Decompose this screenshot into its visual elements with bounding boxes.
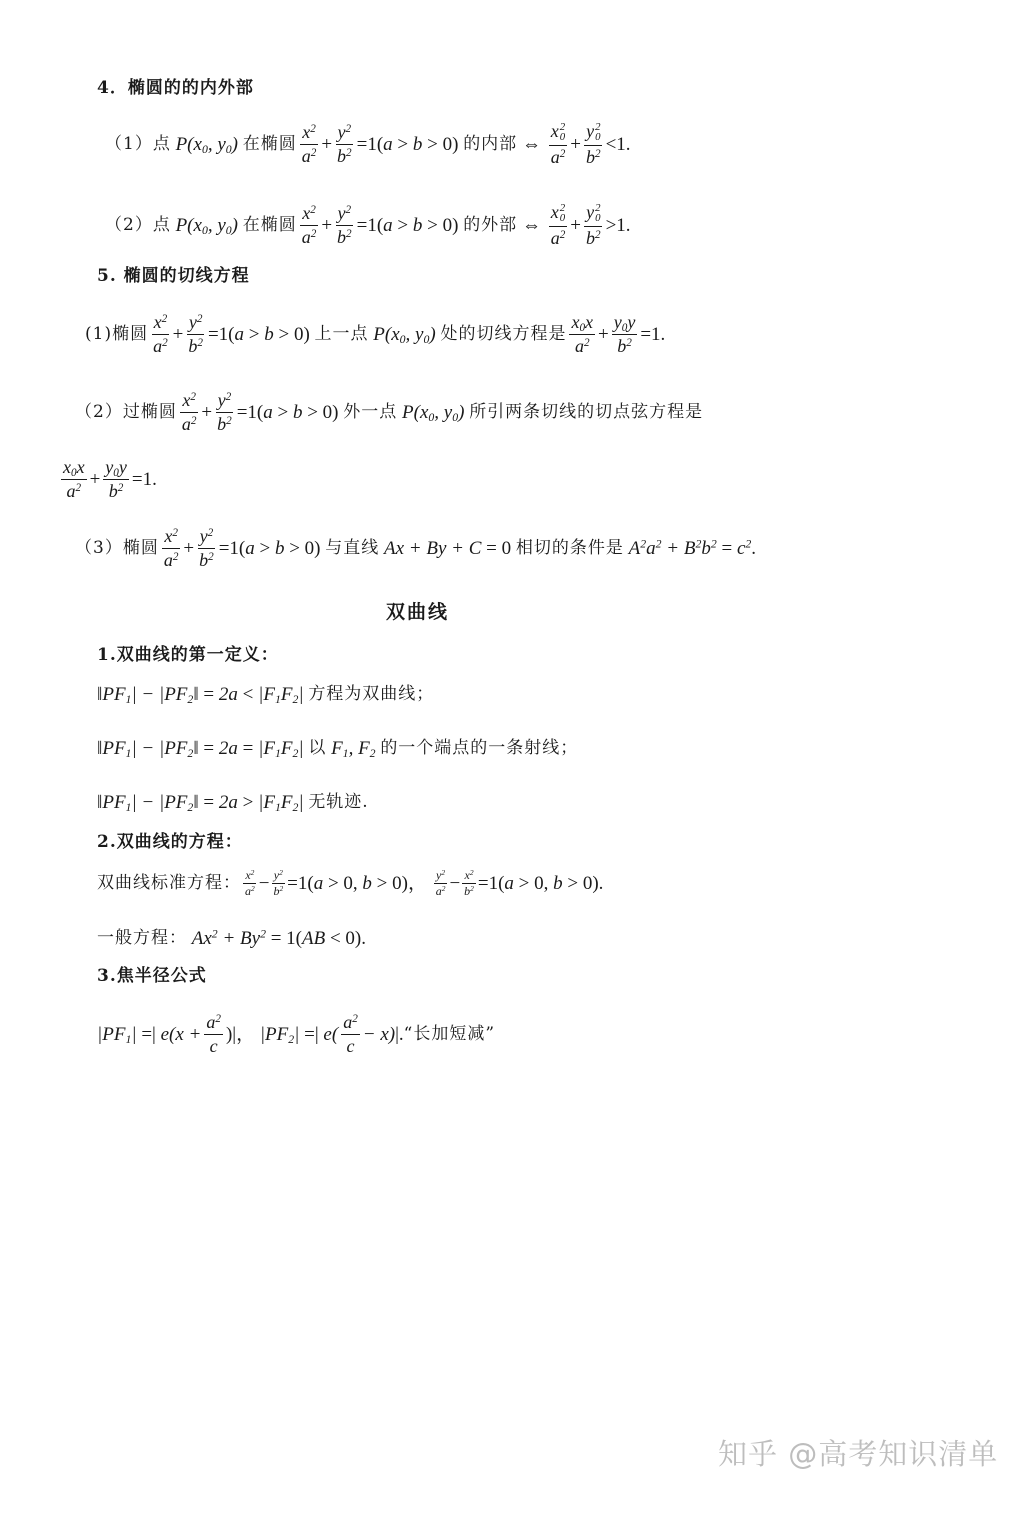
definition-2	[97, 735, 578, 761]
focal-radius-formula	[97, 1010, 495, 1058]
item-4-1-prefix: （1）点	[105, 133, 171, 154]
eq-cond: =1(a > b > 0)	[356, 214, 464, 236]
section-5-title	[97, 268, 250, 285]
pf1-formula: $|PF_1|$ =| e(x +	[97, 1023, 202, 1046]
definition-2-mid: 以	[308, 737, 327, 758]
ineq-gt: >1.	[605, 214, 631, 236]
eq-cond: =1(a > b > 0)	[356, 133, 464, 155]
item-4-2-mid: 的外部	[463, 214, 518, 235]
frac-a2-c: $\frac{a^2}{c}$	[343, 1011, 358, 1056]
section-4-title-text: 4．椭圆的的内外部	[97, 78, 254, 98]
tangent-3-end: 相切的条件是	[515, 537, 624, 558]
hyperbola-section-1-title	[97, 647, 279, 664]
item-4-2-prefix: （2）点	[105, 214, 171, 235]
tangent-condition: $A^2a^2 + B^2b^2 = c^2$.	[623, 537, 757, 559]
eq-one: =1.	[131, 468, 157, 490]
definition-3-formula: $‖PF_1|$ − $|PF_2‖ = 2a > |F_1F_2|$	[97, 791, 309, 814]
iff-symbol: ⇔	[517, 133, 546, 155]
hyperbola-title-text: 双曲线	[386, 601, 450, 623]
standard-equation: 双曲线标准方程： $\frac{x^2}{a^2}$ − $\frac{y^2}{b^2}$ =1(a > 0, b > 0)， $\frac{y^2}{a^2}$ − $\frac{x^2}{b^2}$ =1(a > 0, b > 0).	[97, 867, 604, 898]
tangent-3-mid: 与直线	[325, 537, 380, 558]
frac-x2-a2: $\frac{x^2}{a^2}$	[301, 121, 317, 166]
definition-3-text: 无轨迹.	[308, 791, 369, 812]
hyperbola-section-2-title-text: 2.双曲线的方程：	[97, 832, 243, 852]
iff-symbol: ⇔	[517, 214, 546, 236]
frac-y0-b2: y 2 0 $b^2$	[585, 201, 601, 248]
eq-one: =1.	[640, 323, 666, 345]
tangent-1-mid: 上一点	[314, 323, 369, 344]
point-p: $P(x_0$, $y_0$)	[170, 133, 243, 156]
hyperbola-section-3-title-text: 3.焦半径公式	[97, 966, 207, 986]
frac-y0y-b2: $\frac{y_0y}{b^2}$	[613, 311, 636, 356]
frac-x2-a2: $\frac{x^2}{a^2}$	[153, 311, 168, 356]
ineq-lt: <1.	[605, 133, 631, 155]
frac-x2-a2: $\frac{x^2}{a^2}$	[163, 525, 179, 570]
standard-equation-label: 双曲线标准方程：	[97, 872, 241, 893]
frac-y2-b2: $\frac{y^2}{b^2}$	[337, 202, 352, 247]
watermark: 知乎 @高考知识清单	[718, 1437, 999, 1471]
frac-x0x-a2: $\frac{x_0x}{a^2}$	[571, 311, 594, 356]
hyperbola-section-3-title	[97, 968, 207, 985]
tangent-2-end: 所引两条切线的切点弦方程是	[469, 401, 704, 422]
definition-3	[97, 789, 369, 815]
frac-y0-b2: y 2 0 $b^2$	[585, 120, 601, 167]
frac-x0-a2: x 2 0 $a^2$	[550, 201, 566, 248]
tangent-2-mid: 外一点	[343, 401, 398, 422]
frac-x2-a2-small: $\frac{x^2}{a^2}$	[245, 867, 255, 898]
chord-equation: $\frac{x_0x}{a^2}$ + $\frac{y_0y}{b^2}$ =1.	[63, 456, 157, 501]
section-4-title	[97, 80, 254, 97]
frac-a2-c: $\frac{a^2}{c}$	[206, 1011, 221, 1056]
general-equation-label: 一般方程：	[97, 927, 187, 948]
frac-y2-b2: $\frac{y^2}{b^2}$	[188, 311, 203, 356]
tangent-3: （3）椭圆 $\frac{x^2}{a^2}$ + $\frac{y^2}{b^2}$ =1(a > b > 0) 与直线 Ax + By + C = 0 相切的条件是 $A^2a^2 + B^2b^2 = c^2$.	[75, 525, 757, 570]
item-4-2-in: 在椭圆	[242, 214, 297, 235]
eq-cond: =1(a > b > 0)	[236, 401, 344, 423]
hyperbola-title	[386, 603, 449, 622]
pf2-close: − x)|.	[362, 1023, 404, 1045]
frac-x0-a2: x 2 0 $a^2$	[550, 120, 566, 167]
point-p: $P(x_0$, $y_0$)	[368, 323, 441, 346]
definition-1-formula: $‖PF_1|$ − $|PF_2‖ = 2a < |F_1F_2|$	[97, 683, 309, 706]
frac-y0y-b2: $\frac{y_0y}{b^2}$	[105, 456, 127, 501]
general-equation	[97, 925, 366, 951]
line-equation: Ax + By + C = 0	[379, 537, 512, 559]
definition-2-formula: $‖PF_1|$ − $|PF_2‖ = 2a = |F_1F_2|$	[97, 737, 309, 760]
hyperbola-section-2-title	[97, 834, 243, 851]
item-4-1-in: 在椭圆	[242, 133, 297, 154]
tangent-2: （2）过椭圆 $\frac{x^2}{a^2}$ + $\frac{y^2}{b^2}$ =1(a > b > 0) 外一点 $P(x_0$, $y_0$) 所引两条切线的切点弦方程是	[75, 389, 704, 434]
tangent-1-end: 处的切线方程是	[440, 323, 567, 344]
frac-x2-a2: $\frac{x^2}{a^2}$	[301, 202, 317, 247]
frac-y2-b2: $\frac{y^2}{b^2}$	[199, 525, 214, 570]
section-5-title-text: 5. 椭圆的切线方程	[97, 266, 250, 286]
frac-y2-b2: $\frac{y^2}{b^2}$	[217, 389, 232, 434]
focal-note: “长加短减”	[403, 1023, 496, 1044]
frac-y2-b2: $\frac{y^2}{b^2}$	[337, 121, 352, 166]
definition-1	[97, 681, 434, 707]
tangent-1: (1)椭圆 $\frac{x^2}{a^2}$ + $\frac{y^2}{b^2}$ =1(a > b > 0) 上一点 $P(x_0$, $y_0$) 处的切线方程是 $\frac{x_0x}{a^2}$ + $\frac{y_0y}{b^2}$ =1.	[85, 311, 666, 356]
tangent-1-prefix: (1)椭圆	[85, 323, 149, 344]
definition-2-text: 的一个端点的一条射线；	[380, 737, 579, 758]
pf1-close: )|，	[225, 1023, 260, 1045]
eq-cond: =1(a > b > 0)	[218, 537, 326, 559]
frac-y2-a2-small: $\frac{y^2}{a^2}$	[435, 867, 446, 898]
item-4-2: （2）点 $P(x_0$, $y_0$) 在椭圆 $\frac{x^2}{a^2}$ + $\frac{y^2}{b^2}$ =1(a > b > 0) 的外部 ⇔ x 2 0 $a^2$ + y 2 0 $b^2$ >1.	[105, 201, 631, 248]
foci-f1-f2: $F_1$, $F_2$	[326, 737, 376, 760]
std-cond-1: =1(a > 0, b > 0)，	[287, 872, 432, 894]
definition-1-text: 方程为双曲线；	[308, 683, 435, 704]
general-equation-formula: $Ax^2 + By^2 = 1(AB < 0)$.	[187, 927, 367, 949]
tangent-3-prefix: （3）椭圆	[75, 537, 159, 558]
frac-x2-a2: $\frac{x^2}{a^2}$	[181, 389, 197, 434]
eq-cond: =1(a > b > 0)	[207, 323, 315, 345]
frac-x2-b2-small: $\frac{x^2}{b^2}$	[464, 867, 474, 898]
point-p: $P(x_0$, $y_0$)	[170, 214, 243, 237]
frac-y2-b2-small: $\frac{y^2}{b^2}$	[273, 867, 284, 898]
pf2-formula: $|PF_2|$ =| e(	[259, 1023, 339, 1046]
hyperbola-section-1-title-text: 1.双曲线的第一定义：	[97, 645, 279, 665]
item-4-1: （1）点 $P(x_0$, $y_0$) 在椭圆 $\frac{x^2}{a^2}$ + $\frac{y^2}{b^2}$ =1(a > b > 0) 的内部 ⇔ x 2 0 $a^2$ + y 2 0 $b^2$ <1.	[105, 120, 631, 167]
frac-x0x-a2: $\frac{x_0x}{a^2}$	[63, 456, 85, 501]
point-p: $P(x_0$, $y_0$)	[397, 401, 470, 424]
tangent-2-prefix: （2）过椭圆	[75, 401, 177, 422]
item-4-1-mid: 的内部	[463, 133, 518, 154]
std-cond-2: =1(a > 0, b > 0).	[477, 872, 604, 894]
